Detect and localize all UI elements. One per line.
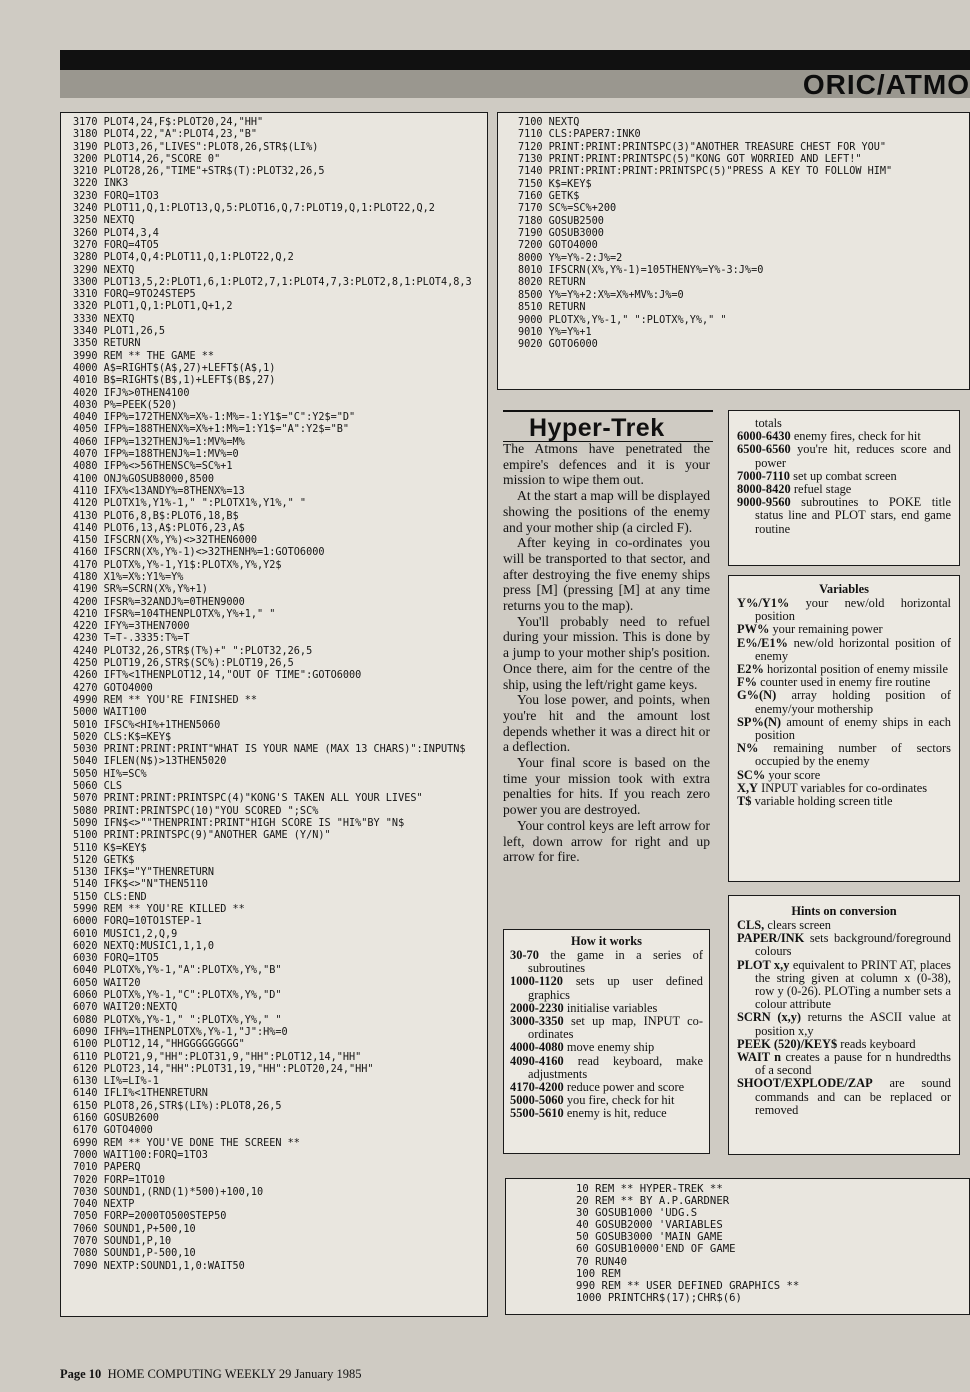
code-line: 8010 IFSCRN(X%,Y%-1)=105THENY%=Y%-3:J%=0 — [518, 265, 764, 277]
code-line: 6130 LI%=LI%-1 — [73, 1076, 159, 1088]
how-item — [510, 1055, 703, 1081]
code-line: 4140 PLOT6,13,A$:PLOT6,23,A$ — [73, 522, 245, 534]
code-line: 4020 IFJ%>0THEN4100 — [73, 387, 190, 399]
code-line: 6030 FORQ=1TO5 — [73, 953, 159, 965]
how-it-works-box — [503, 929, 710, 1154]
code-line: 3330 NEXTQ — [73, 313, 135, 325]
code-line: 4260 IFT%<1THENPLOT12,14,"OUT OF TIME":GOTO6000 — [73, 670, 362, 682]
how-item-text: initialise variables — [566, 1000, 658, 1015]
how-item-key: 4170-4200 — [510, 1080, 564, 1095]
code-line: 7110 CLS:PAPER7:INK0 — [518, 129, 641, 141]
code-line: 7050 FORP=2000TO500STEP50 — [73, 1211, 227, 1223]
variable-item — [737, 742, 951, 768]
code-line: 7030 SOUND1,(RND(1)*500)+100,10 — [73, 1186, 264, 1198]
code-line: 4150 IFSCRN(X%,Y%)<>32THEN6000 — [73, 535, 258, 547]
code-line: 8500 Y%=Y%+2:X%=X%+MV%:J%=0 — [518, 289, 684, 301]
variable-item — [737, 795, 951, 808]
code-line: 6020 NEXTQ:MUSIC1,1,1,0 — [73, 940, 215, 952]
variable-item — [737, 637, 951, 663]
program-listing-bottom — [505, 1178, 970, 1315]
code-line: 6090 IFH%=1THENPLOTX%,Y%-1,"J":H%=0 — [73, 1026, 288, 1038]
code-line: 4180 X1%=X%:Y1%=Y% — [73, 571, 184, 583]
section-title: ORIC/ATMO — [802, 69, 970, 100]
code-line: 6100 PLOT12,14,"HHGGGGGGGGG" — [73, 1039, 245, 1051]
hint-item-text: sets background/foreground colours — [755, 931, 951, 959]
variable-item-key: SP%(N) — [737, 714, 782, 729]
variable-item-key: E2% — [737, 662, 764, 677]
listing-text — [518, 117, 963, 352]
code-line: 6080 PLOTX%,Y%-1," ":PLOTX%,Y%," " — [73, 1014, 282, 1026]
code-line: 5000 WAIT100 — [73, 707, 147, 719]
publication-line: HOME COMPUTING WEEKLY 29 January 1985 — [107, 1367, 362, 1381]
how-item — [510, 975, 703, 1001]
hint-item-text: creates a pause for n hundredths of a second — [755, 1050, 951, 1078]
code-line: 5050 HI%=SC% — [73, 768, 147, 780]
code-line: 30 GOSUB1000 'UDG.S — [576, 1207, 698, 1220]
variable-item-text: your score — [768, 767, 821, 782]
code-line: 7060 SOUND1,P+500,10 — [73, 1223, 196, 1235]
listing-text — [73, 117, 487, 1273]
hint-item-key: PLOT x,y — [737, 957, 790, 972]
variable-item-key: G%(N) — [737, 688, 777, 703]
code-line: 3350 RETURN — [73, 338, 141, 350]
code-line: 990 REM ** USER DEFINED GRAPHICS ** — [576, 1279, 800, 1292]
code-line: 7170 SC%=SC%+200 — [518, 203, 617, 215]
how-item-text: enemy is hit, reduce — [566, 1106, 667, 1121]
how-item-text: set up map, INPUT co-ordinates — [528, 1014, 703, 1042]
code-line: 5130 IFK$="Y"THENRETURN — [73, 867, 215, 879]
code-line: 7160 GETK$ — [518, 191, 580, 203]
hint-item — [737, 1051, 951, 1077]
code-line: 4100 ONJ%GOSUB8000,8500 — [73, 473, 215, 485]
how-item-key: 8000-8420 — [737, 482, 791, 497]
variable-item-text: array holding position of enemy/your mothership — [755, 688, 951, 716]
code-line: 6010 MUSIC1,2,Q,9 — [73, 928, 178, 940]
how-item — [737, 496, 951, 536]
code-line: 4070 IFP%=188THENJ%=1:MV%=0 — [73, 449, 239, 461]
variables-title: Variables — [819, 582, 869, 596]
code-line: 100 REM — [576, 1267, 621, 1280]
how-item — [510, 1107, 703, 1120]
code-line: 5010 IFSC%<HI%+1THEN5060 — [73, 719, 221, 731]
how-item-key: 5500-5610 — [510, 1106, 564, 1121]
program-listing-right — [497, 112, 970, 390]
how-item-text: read keyboard, make adjustments — [528, 1053, 703, 1081]
code-line: 8000 Y%=Y%-2:J%=2 — [518, 252, 623, 264]
code-line: 9000 PLOTX%,Y%-1," ":PLOTX%,Y%," " — [518, 314, 727, 326]
hint-item-text: clears screen — [767, 918, 831, 932]
code-line: 4050 IFP%=188THENX%=X%+1:M%=1:Y1$="A":Y2$="B" — [73, 424, 350, 436]
code-line: 6040 PLOTX%,Y%-1,"A":PLOTX%,Y%,"B" — [73, 965, 282, 977]
hint-item — [737, 959, 951, 1012]
code-line: 4240 PLOT32,26,STR$(T%)+" ":PLOT32,26,5 — [73, 645, 313, 657]
code-line: 3230 FORQ=1TO3 — [73, 190, 159, 202]
code-line: 7070 SOUND1,P,10 — [73, 1236, 172, 1248]
variable-item — [737, 597, 951, 623]
code-line: 7120 PRINT:PRINT:PRINTSPC(3)"ANOTHER TREASURE CHEST FOR YOU" — [518, 141, 887, 153]
article-paragraph: At the start a map will be displayed showing the positions of the enemy and your mother ship (a circled F). — [503, 488, 710, 535]
code-line: 4160 IFSCRN(X%,Y%-1)<>32THENH%=1:GOTO6000 — [73, 547, 325, 559]
how-item-text: sets up user defined graphics — [528, 974, 703, 1002]
code-line: 7130 PRINT:PRINT:PRINTSPC(5)"KONG GOT WORRIED AND LEFT!" — [518, 154, 862, 166]
hint-item — [737, 932, 951, 958]
listing-text — [576, 1183, 969, 1304]
how-item-key: 30-70 — [510, 948, 539, 962]
code-line: 4110 IFX%<13ANDY%=8THENX%=13 — [73, 485, 245, 497]
hint-item-key: PEEK (520)/KEY$ — [737, 1036, 838, 1051]
hints-list — [737, 919, 951, 1117]
code-line: 5100 PRINT:PRINTSPC(9)"ANOTHER GAME (Y/N)" — [73, 830, 331, 842]
how-item-text: enemy fires, check for hit — [793, 429, 921, 444]
variable-item-text: horizontal position of enemy missile — [766, 662, 948, 677]
code-line: 6160 GOSUB2600 — [73, 1113, 159, 1125]
code-line: 5140 IFK$<>"N"THEN5110 — [73, 879, 208, 891]
how-it-works-continued-list — [737, 430, 951, 536]
code-line: 9020 GOTO6000 — [518, 339, 598, 351]
how-item-text: subroutines to POKE title status line and PLOT stars, end game routine — [755, 495, 951, 536]
code-line: 6170 GOTO4000 — [73, 1125, 153, 1137]
code-line: 5060 CLS — [73, 781, 123, 793]
code-line: 3260 PLOT4,3,4 — [73, 227, 159, 239]
code-line: 3290 NEXTQ — [73, 264, 135, 276]
code-line: 6060 PLOTX%,Y%-1,"C":PLOTX%,Y%,"D" — [73, 990, 282, 1002]
article-paragraph: You lose power, and points, when you're hit and the amount lost depends whether it was a direct hit or a deflection. — [503, 692, 710, 755]
hint-item-key: SHOOT/EXPLODE/ZAP — [737, 1076, 873, 1091]
code-line: 3170 PLOT4,24,F$:PLOT20,24,"HH" — [73, 117, 264, 128]
how-item-key: 4000-4080 — [510, 1040, 564, 1055]
code-line: 5070 PRINT:PRINT:PRINTSPC(4)"KONG'S TAKEN ALL YOUR LIVES" — [73, 793, 423, 805]
code-line: 70 RUN40 — [576, 1255, 628, 1268]
code-line: 4130 PLOT6,8,B$:PLOT6,18,B$ — [73, 510, 239, 522]
code-line: 5080 PRINT:PRINTSPC(10)"YOU SCORED ";SC% — [73, 805, 319, 817]
code-line: 6140 IFLI%<1THENRETURN — [73, 1088, 208, 1100]
variables-box — [728, 575, 960, 882]
code-line: 6050 WAIT20 — [73, 977, 141, 989]
code-line: 3190 PLOT3,26,"LIVES":PLOT8,26,STR$(LI%) — [73, 141, 319, 153]
code-line: 3320 PLOT1,Q,1:PLOT1,Q+1,2 — [73, 301, 233, 313]
article-paragraph: Your final score is based on the time your mission took with extra penalties for hits. If you reach zero power you are destroyed. — [503, 755, 710, 818]
code-line: 9010 Y%=Y%+1 — [518, 326, 592, 338]
code-line: 7140 PRINT:PRINT:PRINT:PRINTSPC(5)"PRESS A KEY TO FOLLOW HIM" — [518, 166, 893, 178]
variable-item-text: new/old horizontal position of enemy — [755, 635, 951, 663]
how-item — [510, 949, 703, 975]
code-line: 8020 RETURN — [518, 277, 586, 289]
code-line: 3280 PLOT4,Q,4:PLOT11,Q,1:PLOT22,Q,2 — [73, 252, 294, 264]
how-item-key: 9000-9560 — [737, 495, 791, 510]
how-item-key: 1000-1120 — [510, 974, 564, 989]
variable-item-text: your remaining power — [772, 622, 883, 637]
how-it-works-continued-box — [728, 410, 960, 566]
code-line: 7040 NEXTP — [73, 1199, 135, 1211]
code-line: 8510 RETURN — [518, 302, 586, 314]
variable-item-key: SC% — [737, 767, 766, 782]
code-line: 5990 REM ** YOU'RE KILLED ** — [73, 904, 245, 915]
hint-item-text: are sound commands and can be replaced or removed — [755, 1076, 951, 1117]
code-line: 3220 INK3 — [73, 178, 129, 190]
how-item-key: 3000-3350 — [510, 1014, 564, 1029]
article-paragraph: After keying in co-ordinates you will be transported to that sector, and after destroying the five enemy ships press [M] (pressing [M] at any time returns you to the map). — [503, 535, 710, 614]
hint-item-text: equivalent to PRINT AT, places the string given at column x (0-38), row y (0-26). PLOTing a number sets a colour attribute — [755, 957, 951, 1012]
code-line: 4040 IFP%=172THENX%=X%-1:M%=-1:Y1$="C":Y2$="D" — [73, 412, 356, 424]
code-line: 3210 PLOT28,26,"TIME"+STR$(T):PLOT32,26,5 — [73, 166, 325, 178]
code-line: 4000 A$=RIGHT$(A$,27)+LEFT$(A$,1) — [73, 362, 276, 374]
code-line: 7090 NEXTP:SOUND1,1,0:WAIT50 — [73, 1260, 245, 1272]
code-line: 4080 IFP%<>56THENSC%=SC%+1 — [73, 461, 233, 473]
code-line: 7000 WAIT100:FORQ=1TO3 — [73, 1149, 208, 1161]
code-line: 3340 PLOT1,26,5 — [73, 326, 166, 338]
variable-item-text: remaining number of sectors occupied by the enemy — [755, 741, 951, 769]
code-line: 6070 WAIT20:NEXTQ — [73, 1002, 178, 1014]
code-line: 1000 PRINTCHR$(17);CHR$(6) — [576, 1291, 742, 1304]
how-item-text: you fire, check for hit — [566, 1093, 675, 1108]
code-line: 4030 P%=PEEK(520) — [73, 399, 178, 411]
variable-item-text: amount of enemy ships in each position — [755, 714, 952, 743]
hint-item — [737, 1077, 951, 1117]
how-item-key: 6500-6560 — [737, 442, 791, 457]
variables-list — [737, 597, 951, 808]
hint-item-key: PAPER/INK — [737, 931, 805, 946]
code-line: 7190 GOSUB3000 — [518, 228, 604, 240]
code-line: 50 GOSUB3000 'MAIN GAME — [576, 1231, 723, 1244]
code-line: 3990 REM ** THE GAME ** — [73, 350, 215, 362]
code-line: 10 REM ** HYPER-TREK ** — [576, 1183, 723, 1195]
code-line: 3300 PLOT13,5,2:PLOT1,6,1:PLOT2,7,1:PLOT4,7,3:PLOT2,8,1:PLOT4,8,3 — [73, 276, 472, 288]
code-line: 7100 NEXTQ — [518, 117, 580, 128]
variable-item-key: X,Y — [737, 780, 758, 795]
code-line: 6120 PLOT23,14,"HH":PLOT31,19,"HH":PLOT20,24,"HH" — [73, 1063, 374, 1075]
how-item-text: refuel stage — [793, 482, 852, 497]
how-item-text: reduce power and score — [566, 1080, 685, 1095]
variable-item-text: INPUT variables for co-ordinates — [761, 780, 928, 795]
how-item-text: you're hit, reduces score and power — [755, 442, 951, 470]
how-item — [737, 443, 951, 469]
how-item — [510, 1015, 703, 1041]
variable-item-key: PW% — [737, 622, 770, 637]
code-line: 3180 PLOT4,22,"A":PLOT4,23,"B" — [73, 129, 258, 141]
code-line: 5030 PRINT:PRINT:PRINT"WHAT IS YOUR NAME (MAX 13 CHARS)":INPUTN$ — [73, 744, 466, 756]
code-line: 5110 K$=KEY$ — [73, 842, 147, 854]
code-line: 5040 IFLEN(N$)>13THEN5020 — [73, 756, 227, 768]
code-line: 4170 PLOTX%,Y%-1,Y1$:PLOTX%,Y%,Y2$ — [73, 559, 282, 571]
hint-item-key: WAIT n — [737, 1050, 782, 1065]
code-line: 5150 CLS:END — [73, 891, 147, 903]
how-item-key: 2000-2230 — [510, 1000, 564, 1015]
code-line: 40 GOSUB2000 'VARIABLES — [576, 1219, 723, 1232]
code-line: 4230 T=T-.3335:T%=T — [73, 633, 190, 645]
code-line: 4060 IFP%=132THENJ%=1:MV%=M% — [73, 436, 245, 448]
code-line: 3310 FORQ=9TO24STEP5 — [73, 289, 196, 301]
hint-item — [737, 1011, 951, 1037]
how-item-text: the game in a series of subroutines — [528, 948, 703, 976]
hint-item-text: returns the ASCII value at position x,y — [755, 1010, 951, 1038]
code-line: 6990 REM ** YOU'VE DONE THE SCREEN ** — [73, 1137, 300, 1149]
code-line: 7180 GOSUB2500 — [518, 215, 604, 227]
code-line: 20 REM ** BY A.P.GARDNER — [576, 1195, 730, 1208]
variable-item — [737, 716, 951, 742]
how-it-works-title: How it works — [571, 934, 642, 948]
variable-item-text: variable holding screen title — [754, 794, 893, 809]
article-paragraph: Your control keys are left arrow for left, down arrow for right and up arrow for fire. — [503, 817, 710, 865]
hints-title: Hints on conversion — [791, 904, 897, 918]
program-listing-left — [60, 112, 488, 1317]
variable-item-key: E%/E1% — [737, 635, 788, 650]
page-number: Page 10 — [60, 1367, 102, 1381]
hint-item-key: SCRN (x,y) — [737, 1010, 802, 1025]
code-line: 7080 SOUND1,P-500,10 — [73, 1248, 196, 1260]
continued-lead: totals — [755, 416, 782, 430]
article-paragraph: The Atmons have penetrated the empire's defences and it is your mission to wipe them out. — [503, 441, 710, 488]
code-line: 7150 K$=KEY$ — [518, 178, 592, 190]
variable-item-key: T$ — [737, 794, 752, 809]
code-line: 5090 IFN$<>""THENPRINT:PRINT"HIGH SCORE IS "HI%"BY "N$ — [73, 817, 405, 829]
code-line: 4200 IFSR%=32ANDJ%=0THEN9000 — [73, 596, 245, 608]
article-title: Hyper-Trek — [503, 410, 713, 442]
page-footer — [60, 1367, 362, 1382]
code-line: 4220 IFY%=3THEN7000 — [73, 621, 190, 633]
code-line: 7200 GOTO4000 — [518, 240, 598, 252]
how-it-works-list — [510, 949, 703, 1121]
code-line: 7010 PAPERQ — [73, 1162, 141, 1174]
how-item-key: 5000-5060 — [510, 1093, 564, 1108]
code-line: 6000 FORQ=10TO1STEP-1 — [73, 916, 202, 928]
code-line: 4210 IFSR%=104THENPLOTX%,Y%+1," " — [73, 608, 276, 620]
how-item-key: 7000-7110 — [737, 468, 791, 483]
code-line: 3250 NEXTQ — [73, 215, 135, 227]
variable-item-text: your new/old horizontal position — [755, 596, 951, 624]
code-line: 4190 SR%=SCRN(X%,Y%+1) — [73, 584, 208, 596]
code-line: 6110 PLOT21,9,"HH":PLOT31,9,"HH":PLOT12,14,"HH" — [73, 1051, 362, 1063]
hint-item-key: CLS, — [737, 918, 765, 932]
code-line: 4270 GOTO4000 — [73, 682, 153, 694]
code-line: 4120 PLOTX1%,Y1%-1," ":PLOTX1%,Y1%," " — [73, 498, 307, 510]
code-line: 60 GOSUB10000'END OF GAME — [576, 1243, 736, 1256]
hint-item-text: reads keyboard — [840, 1036, 916, 1051]
code-line: 4990 REM ** YOU'RE FINISHED ** — [73, 694, 258, 706]
code-line: 4010 B$=RIGHT$(B$,1)+LEFT$(B$,27) — [73, 375, 276, 387]
code-line: 3200 PLOT14,26,"SCORE 0" — [73, 153, 221, 165]
variable-item-key: N% — [737, 741, 759, 756]
how-item-key: 6000-6430 — [737, 429, 791, 444]
code-line: 3270 FORQ=4TO5 — [73, 239, 159, 251]
variable-item-key: Y%/Y1% — [737, 596, 790, 610]
code-line: 4250 PLOT19,26,STR$(SC%):PLOT19,26,5 — [73, 658, 294, 670]
code-line: 5020 CLS:K$=KEY$ — [73, 731, 172, 743]
code-line: 6150 PLOT8,26,STR$(LI%):PLOT8,26,5 — [73, 1100, 282, 1112]
variable-item-key: F% — [737, 675, 757, 690]
how-item-text: move enemy ship — [566, 1040, 655, 1055]
code-line: 5120 GETK$ — [73, 854, 135, 866]
variable-item — [737, 689, 951, 715]
variable-item-text: counter used in enemy fire routine — [760, 675, 931, 690]
header-bar — [60, 50, 970, 70]
hints-box — [728, 895, 960, 1155]
article-paragraph: You'll probably need to refuel during your mission. This is done by a jump to your mother ship's position. Once there, aim for the centre of the ship, using the left/right game keys. — [503, 613, 710, 692]
how-item-key: 4090-4160 — [510, 1053, 564, 1068]
code-line: 3240 PLOT11,Q,1:PLOT13,Q,5:PLOT16,Q,7:PLOT19,Q,1:PLOT22,Q,2 — [73, 203, 435, 215]
article-body — [503, 441, 710, 865]
how-item-text: set up combat screen — [793, 468, 897, 483]
code-line: 7020 FORP=1TO10 — [73, 1174, 166, 1186]
